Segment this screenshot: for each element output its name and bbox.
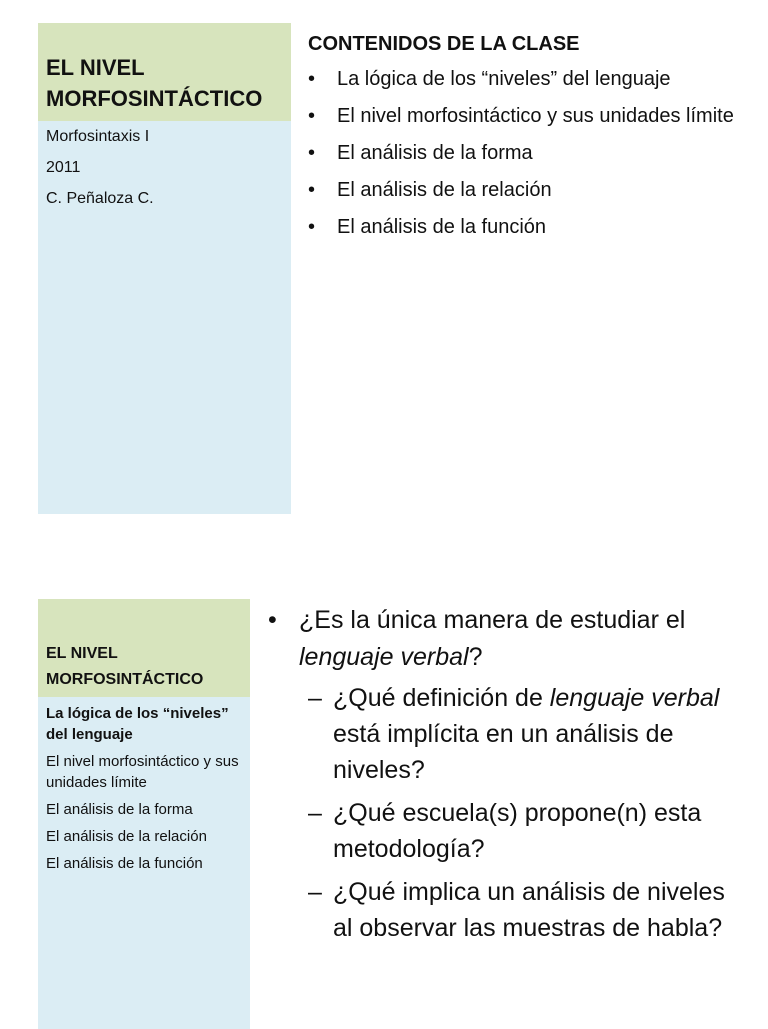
contents-heading: CONTENIDOS DE LA CLASE [308,33,580,55]
contents-item: • El análisis de la función [308,212,748,243]
slide-1-sidebar [38,23,291,514]
sub-question-text: ¿Qué escuela(s) propone(n) esta metodología? [333,799,702,863]
author-name: C. Peñaloza C. [46,190,154,207]
sub-question [308,874,748,946]
contents-list [308,64,748,243]
course-year: 2011 [46,159,81,176]
slide-2-sidebar-header [38,599,250,697]
topic-item: El análisis de la forma [46,801,193,818]
sub-question-end: está implícita en un análisis de niveles? [333,720,674,784]
main-question [268,602,748,676]
slide-1-title: EL NIVEL MORFOSINTÁCTICO [46,55,263,111]
sub-question-italic: lenguaje verbal [549,684,720,712]
topic-item: El nivel morfosintáctico y sus unidades límite [46,753,239,791]
slide-2-title: EL NIVEL MORFOSINTÁCTICO [46,645,204,688]
main-question-text: ¿Es la única manera de estudiar el [299,606,686,634]
sub-question-list [268,680,748,946]
contents-item: • El nivel morfosintáctico y sus unidades límite [308,101,748,132]
contents-item: • La lógica de los “niveles” del lenguaje [308,64,748,95]
contents-item: • El análisis de la forma [308,138,748,169]
slide-2-topic-list [38,697,250,874]
main-question-italic: lenguaje verbal [299,643,469,671]
sub-question-text: ¿Qué definición de [333,684,550,712]
slide-2-content [268,602,748,953]
topic-item: El análisis de la función [46,855,203,872]
topic-item: La lógica de los “niveles” del lenguaje [46,705,229,743]
slide-1-sidebar-header [38,23,291,121]
main-question-end: ? [468,643,483,671]
slide-2-sidebar [38,599,250,1029]
sub-question-text: ¿Qué implica un análisis de niveles al observar las muestras de habla? [333,878,725,942]
course-name: Morfosintaxis I [46,128,150,145]
slide-1-meta-list [38,121,291,209]
slide-1-content [308,30,748,249]
topic-item: El análisis de la relación [46,828,207,845]
sub-question [308,680,748,788]
sub-question [308,795,748,867]
slide-2 [0,560,768,1024]
contents-item: • El análisis de la relación [308,175,748,206]
